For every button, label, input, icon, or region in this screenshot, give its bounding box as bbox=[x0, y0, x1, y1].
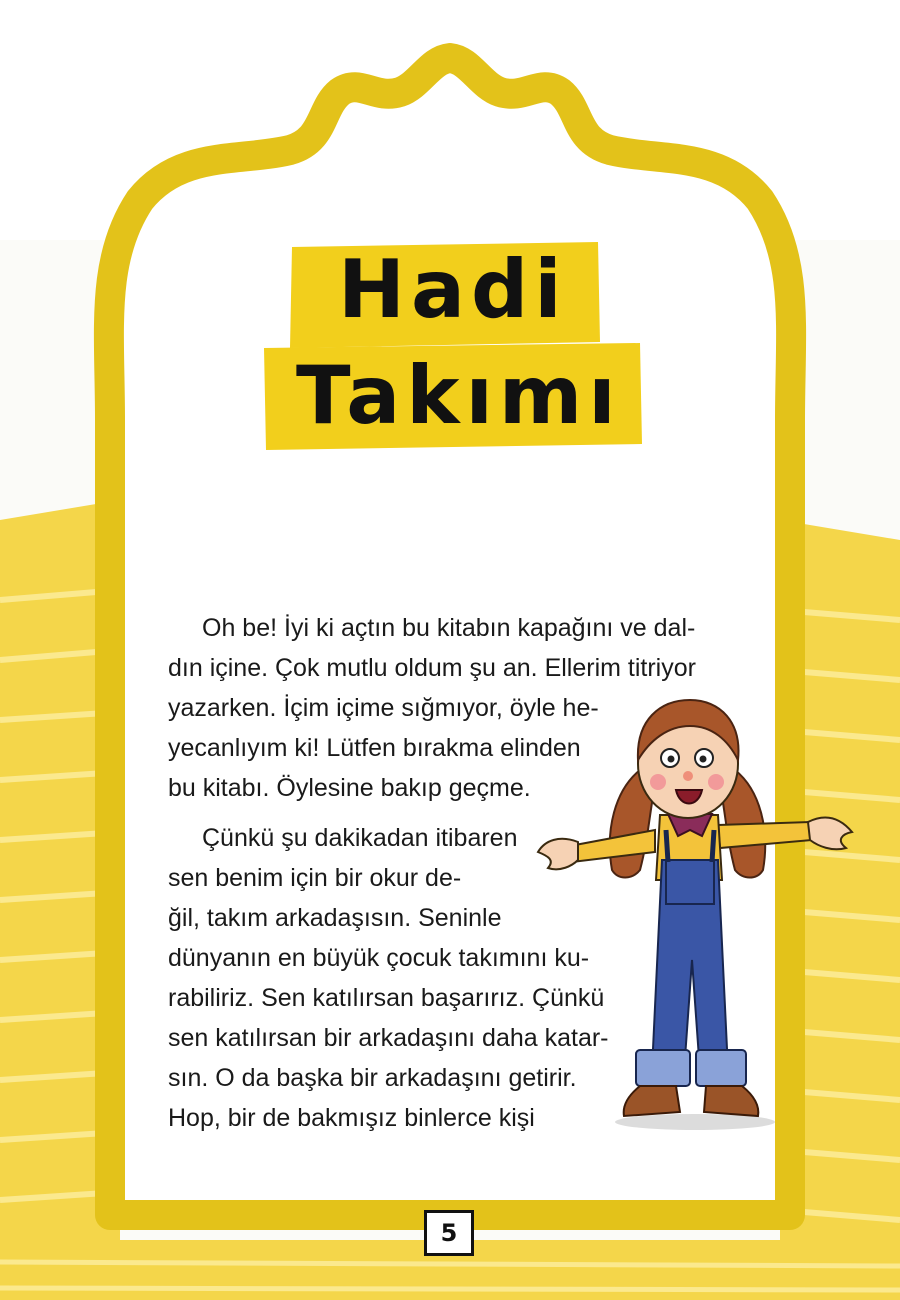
p1-line: Oh be! İyi ki açtın bu kitabın kapağını ve dal- bbox=[202, 614, 696, 642]
title-line-2: Takımı bbox=[296, 349, 622, 442]
p1-line: yecanlıyım ki! Lütfen bırakma elinden bbox=[168, 734, 581, 762]
p2-line: Hop, bir de bakmışız binlerce kişi bbox=[168, 1104, 535, 1132]
p2-line: rabiliriz. Sen katılırsan başarırız. Çünkü bbox=[168, 984, 605, 1012]
p2-line: sen benim için bir okur de- bbox=[168, 864, 462, 892]
p1-line: yazarken. İçim içime sığmıyor, öyle he- bbox=[168, 694, 599, 722]
paragraph-1 bbox=[168, 608, 768, 808]
p2-line: Çünkü şu dakikadan itibaren bbox=[202, 824, 518, 852]
p1-line: bu kitabı. Öylesine bakıp geçme. bbox=[168, 774, 531, 802]
paragraph-2 bbox=[168, 818, 648, 1138]
p1-line: dın içine. Çok mutlu oldum şu an. Ellerim titriyor bbox=[168, 654, 696, 682]
p2-line: ğil, takım arkadaşısın. Seninle bbox=[168, 904, 502, 932]
p2-line: sen katılırsan bir arkadaşını daha katar- bbox=[168, 1024, 609, 1052]
page-number: 5 bbox=[424, 1210, 474, 1256]
p2-line: dünyanın en büyük çocuk takımını ku- bbox=[168, 944, 590, 972]
p2-line: sın. O da başka bir arkadaşını getirir. bbox=[168, 1064, 577, 1092]
title-line-1: Hadi bbox=[338, 243, 568, 336]
